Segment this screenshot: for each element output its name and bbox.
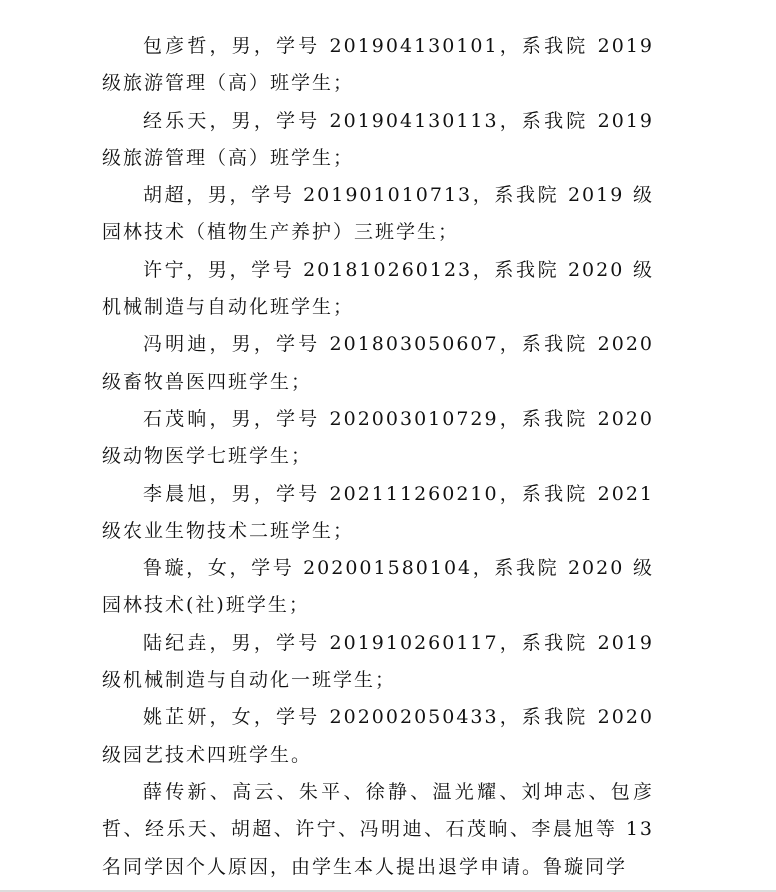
student-record-yaozhiyan: 姚芷妍，女，学号 202002050433，系我院 2020 级园艺技术四班学生。 <box>102 706 654 766</box>
student-record-lujiyao: 陆纪垚，男，学号 201910260117，系我院 2019 级机械制造与自动化一班学生； <box>102 631 654 692</box>
student-record-xuning: 许宁，男，学号 201810260123，系我院 2020 级机械制造与自动化班学生； <box>102 258 654 319</box>
student-record-lichenxu: 李晨旭，男，学号 202111260210，系我院 2021 级农业生物技术二班学生； <box>102 482 654 542</box>
student-record-luxuan: 鲁璇，女，学号 202001580104，系我院 2020 级园林技术(社)班学生； <box>102 557 654 617</box>
document-body <box>102 28 654 886</box>
student-record-huchao: 胡超，男，学号 201901010713，系我院 2019 级园林技术（植物生产养护）三班学生； <box>102 184 654 244</box>
student-record-shimaoxiang: 石茂晌，男，学号 202003010729，系我院 2020 级动物医学七班学生； <box>102 407 654 468</box>
student-record-jingletian: 经乐天，男，学号 201904130113，系我院 2019 级旅游管理（高）班学生； <box>102 109 654 169</box>
student-record-fengmingdi: 冯明迪，男，学号 201803050607，系我院 2020 级畜牧兽医四班学生； <box>102 333 654 393</box>
student-record-baoyanzhe: 包彦哲，男，学号 201904130101，系我院 2019 级旅游管理（高）班学生； <box>102 35 654 95</box>
withdrawal-summary-paragraph: 薛传新、高云、朱平、徐静、温光耀、刘坤志、包彦哲、经乐天、胡超、许宁、冯明迪、石茂晌、李晨旭等 13 名同学因个人原因，由学生本人提出退学申请。鲁璇同学 <box>102 780 654 878</box>
